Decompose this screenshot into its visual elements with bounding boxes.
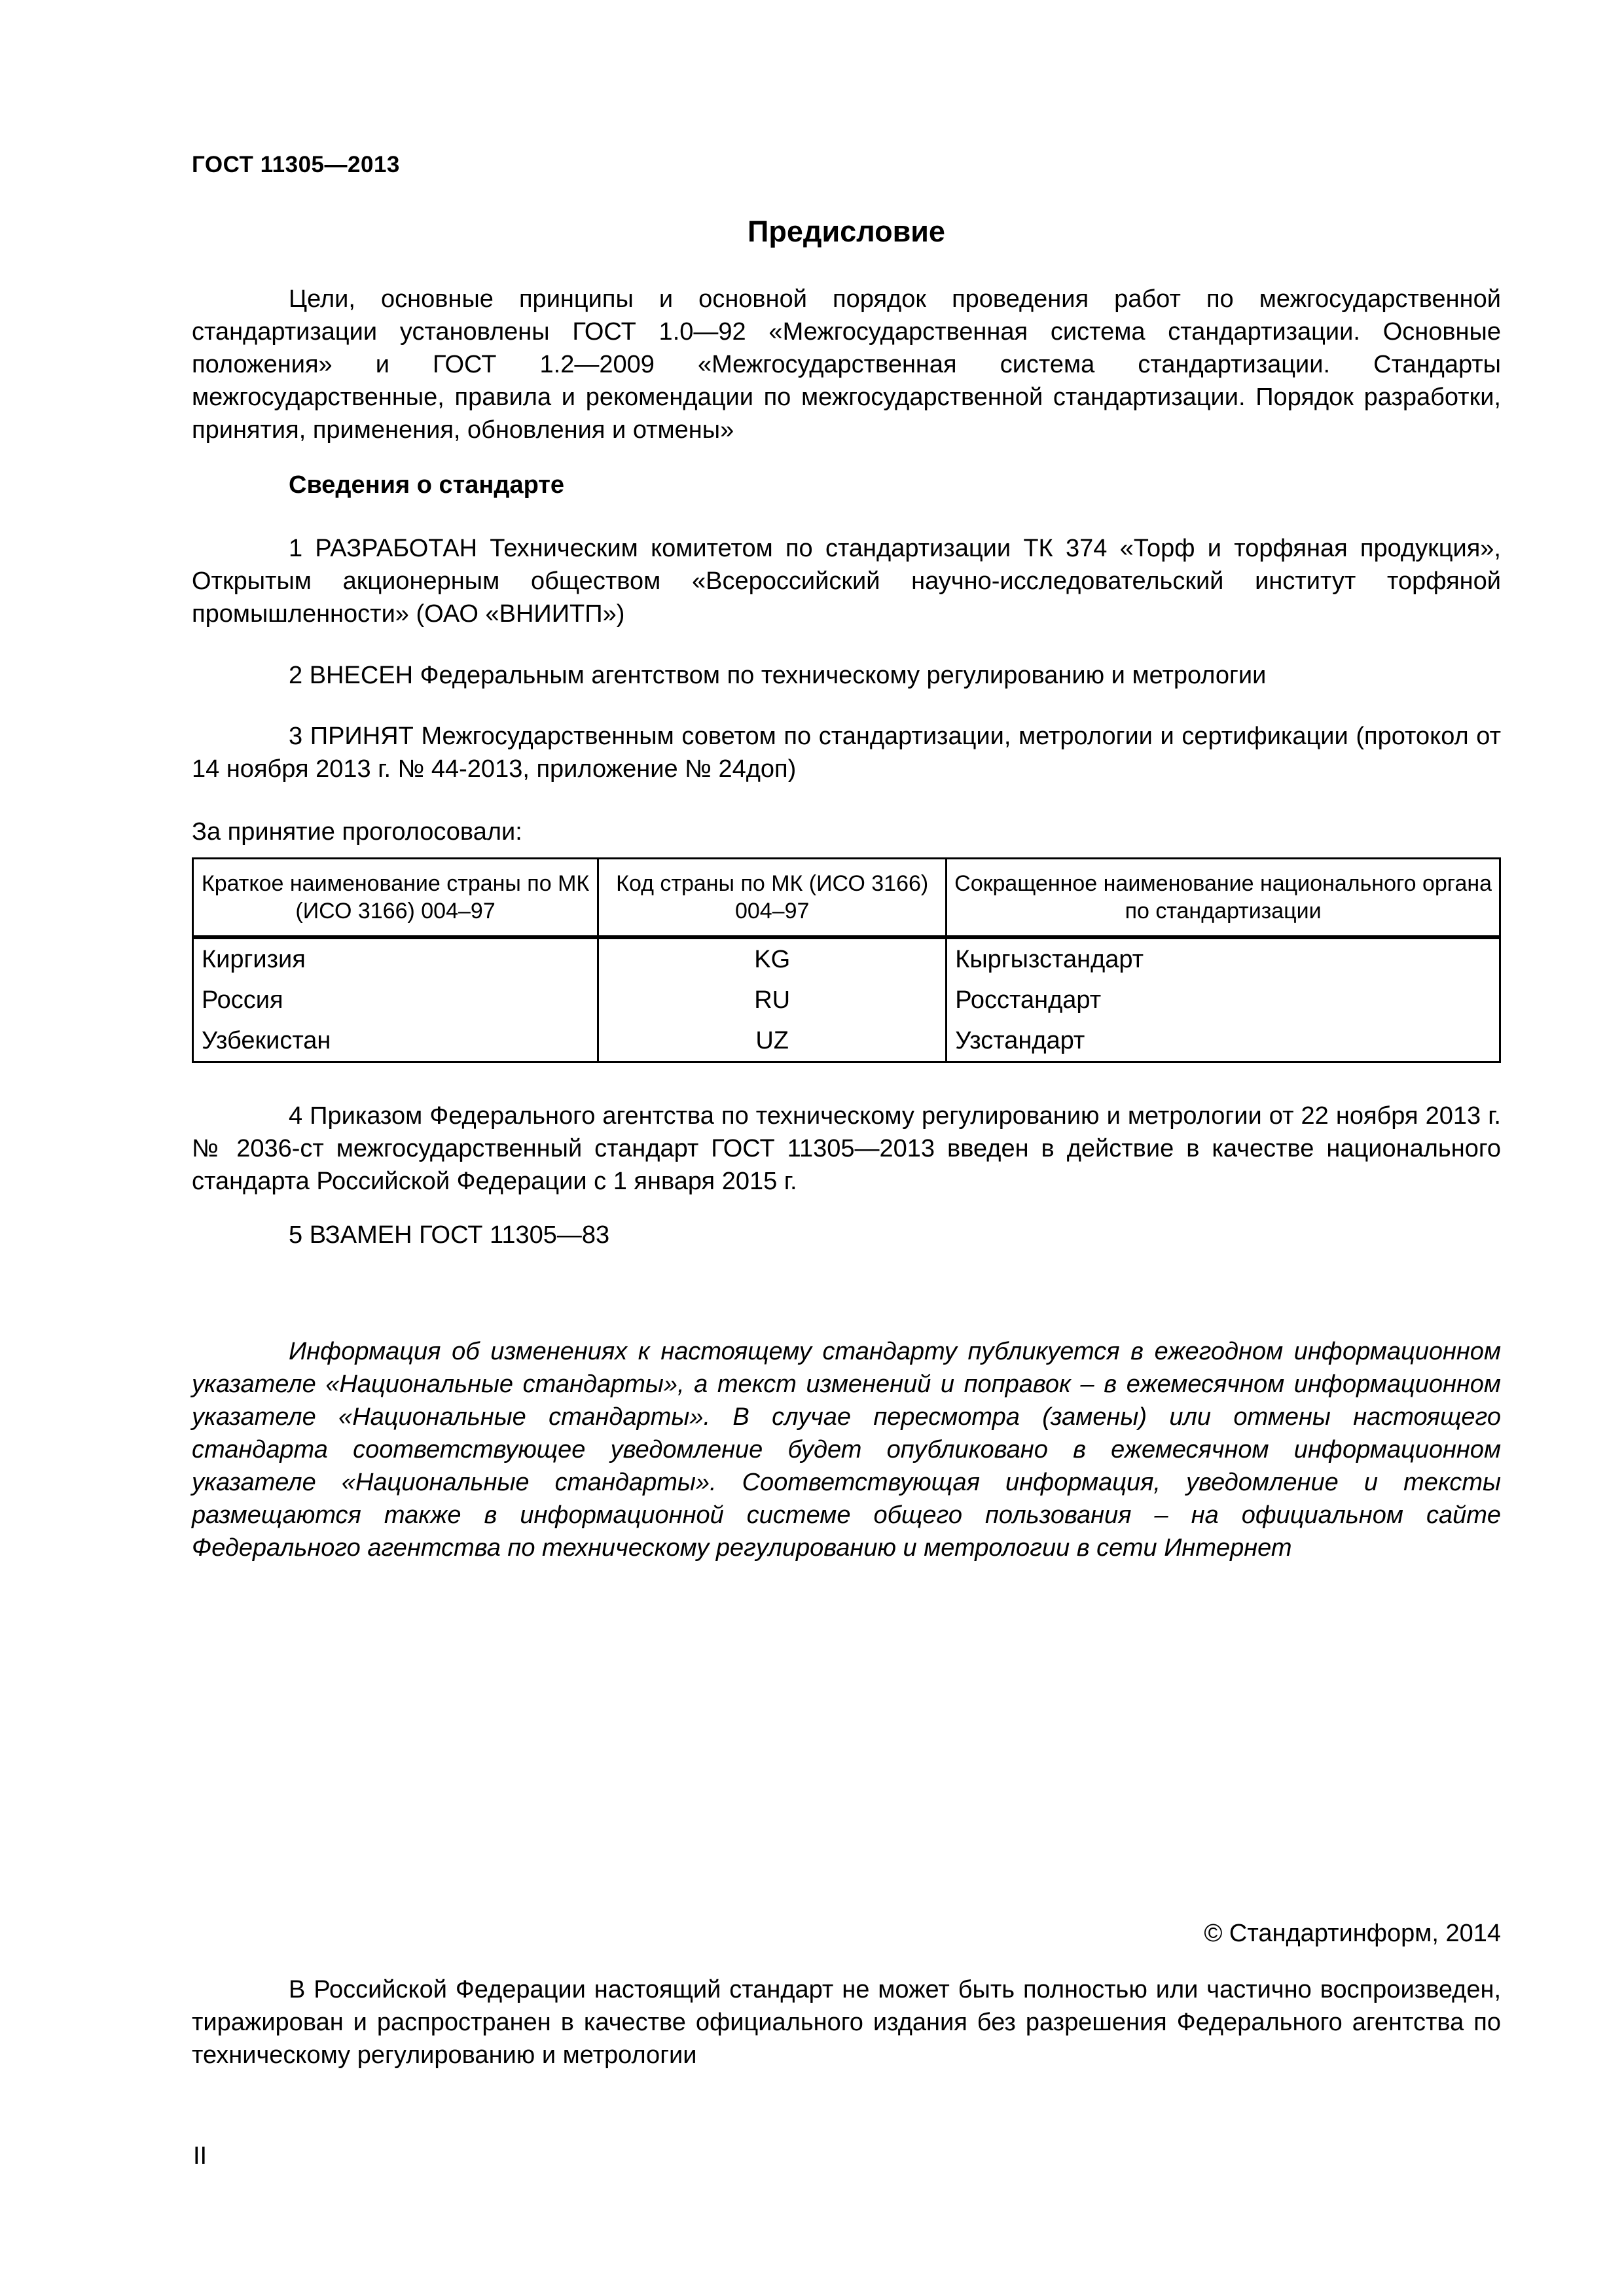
table-cell-code: UZ (598, 1020, 947, 1062)
page-number: II (193, 2142, 208, 2170)
item-3-paragraph: 3 ПРИНЯТ Межгосударственным советом по стандартизации, метрологии и сертификации (протокол от 14 ноября 2013 г. № 44-2013, приложение № 24доп) (192, 723, 1501, 783)
table-cell-body: Узстандарт (947, 1020, 1500, 1062)
table-header-body: Сокращенное наименование национального органа по стандартизации (947, 859, 1500, 938)
vote-intro: За принятие проголосовали: (192, 818, 522, 846)
voting-table (192, 857, 1501, 1063)
table-cell-code: RU (598, 980, 947, 1020)
table-cell-code: KG (598, 937, 947, 980)
item-2-paragraph: 2 ВНЕСЕН Федеральным агентством по техническому регулированию и метрологии (289, 662, 1267, 689)
table-cell-country: Киргизия (193, 937, 598, 980)
table-cell-country: Россия (193, 980, 598, 1020)
section-heading: Сведения о стандарте (289, 471, 565, 499)
info-notice: Информация об изменениях к настоящему стандарту публикуется в ежегодном информационном указателе «Национальные стандарты», а текст изменений и поправок – в ежемесячном информационном указателе «Национальные стандарты». В случае пересмотра (замены) или отмены настоящего стандарта соответствующее уведомление будет опубликовано в ежемесячном информационном указателе «Национальные стандарты». Соответствующая информация, уведомление и тексты размещаются также в информационной системе общего пользования – на официальном сайте Федерального агентства по техническому регулированию и метрологии в сети Интернет (192, 1338, 1501, 1562)
item-5-paragraph: 5 ВЗАМЕН ГОСТ 11305—83 (289, 1221, 610, 1249)
intro-paragraph: Цели, основные принципы и основной порядок проведения работ по межгосударственной стандартизации установлены ГОСТ 1.0—92 «Межгосударственная система стандартизации. Основные положения» и ГОСТ 1.2—2009 «Межгосударственная система стандартизации. Стандарты межгосударственные, правила и рекомендации по межгосударственной стандартизации. Порядок разработки, принятия, применения, обновления и отмены» (192, 285, 1501, 444)
table-cell-country: Узбекистан (193, 1020, 598, 1062)
document-id: ГОСТ 11305—2013 (192, 152, 400, 177)
table-cell-body: Кыргызстандарт (947, 937, 1500, 980)
table-row (193, 1020, 1500, 1062)
copyright-line: © Стандартинформ, 2014 (1204, 1920, 1501, 1947)
table-header-country: Краткое наименование страны по МК (ИСО 3166) 004–97 (193, 859, 598, 938)
table-header-row (193, 859, 1500, 938)
table-row (193, 937, 1500, 980)
table-header-code: Код страны по МК (ИСО 3166) 004–97 (598, 859, 947, 938)
reproduction-notice: В Российской Федерации настоящий стандарт не может быть полностью или частично воспроизведен, тиражирован и распространен в качестве официального издания без разрешения Федерального агентства по техническому регулированию и метрологии (192, 1976, 1501, 2069)
table-row (193, 980, 1500, 1020)
page-title: Предисловие (748, 215, 945, 248)
item-1-paragraph: 1 РАЗРАБОТАН Техническим комитетом по стандартизации ТК 374 «Торф и торфяная продукция», Открытым акционерным обществом «Всероссийский научно-исследовательский институт торфяной промышленности» (ОАО «ВНИИТП») (192, 535, 1501, 628)
item-4-paragraph: 4 Приказом Федерального агентства по техническому регулированию и метрологии от 22 ноября 2013 г. № 2036-ст межгосударственный стандарт ГОСТ 11305—2013 введен в действие в качестве национального стандарта Российской Федерации с 1 января 2015 г. (192, 1102, 1501, 1195)
table-cell-body: Росстандарт (947, 980, 1500, 1020)
